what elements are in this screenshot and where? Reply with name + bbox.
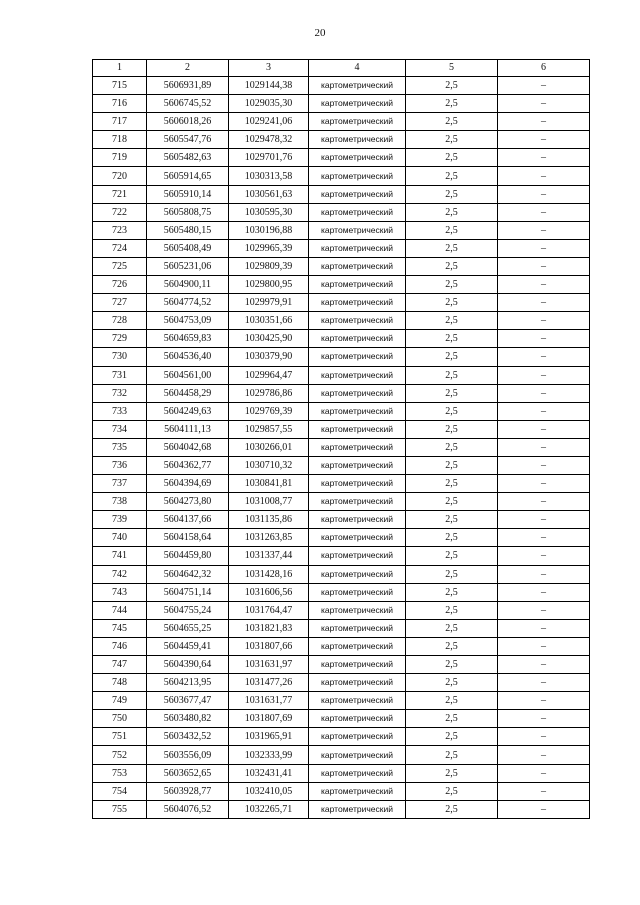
accuracy-cell: 2,5 bbox=[406, 77, 498, 95]
method-cell: картометрический bbox=[309, 113, 406, 131]
table-row bbox=[93, 257, 590, 275]
y-coordinate-cell: 1030425,90 bbox=[229, 330, 309, 348]
note-cell: – bbox=[498, 167, 590, 185]
y-coordinate-cell: 1029241,06 bbox=[229, 113, 309, 131]
note-cell: – bbox=[498, 782, 590, 800]
method-cell: картометрический bbox=[309, 782, 406, 800]
method-cell: картометрический bbox=[309, 185, 406, 203]
method-cell: картометрический bbox=[309, 475, 406, 493]
accuracy-cell: 2,5 bbox=[406, 456, 498, 474]
point-number-cell: 740 bbox=[93, 529, 147, 547]
note-cell: – bbox=[498, 728, 590, 746]
x-coordinate-cell: 5604655,25 bbox=[147, 619, 229, 637]
method-cell: картометрический bbox=[309, 637, 406, 655]
note-cell: – bbox=[498, 131, 590, 149]
y-coordinate-cell: 1031821,83 bbox=[229, 619, 309, 637]
y-coordinate-cell: 1029035,30 bbox=[229, 95, 309, 113]
y-coordinate-cell: 1030313,58 bbox=[229, 167, 309, 185]
x-coordinate-cell: 5604158,64 bbox=[147, 529, 229, 547]
y-coordinate-cell: 1029979,91 bbox=[229, 294, 309, 312]
method-cell: картометрический bbox=[309, 77, 406, 95]
method-cell: картометрический bbox=[309, 438, 406, 456]
accuracy-cell: 2,5 bbox=[406, 149, 498, 167]
table-row bbox=[93, 294, 590, 312]
note-cell: – bbox=[498, 257, 590, 275]
method-cell: картометрический bbox=[309, 366, 406, 384]
method-cell: картометрический bbox=[309, 800, 406, 818]
point-number-cell: 751 bbox=[93, 728, 147, 746]
method-cell: картометрический bbox=[309, 330, 406, 348]
accuracy-cell: 2,5 bbox=[406, 565, 498, 583]
x-coordinate-cell: 5604042,68 bbox=[147, 438, 229, 456]
accuracy-cell: 2,5 bbox=[406, 384, 498, 402]
table-row bbox=[93, 77, 590, 95]
note-cell: – bbox=[498, 312, 590, 330]
point-number-cell: 755 bbox=[93, 800, 147, 818]
accuracy-cell: 2,5 bbox=[406, 674, 498, 692]
table-body bbox=[93, 77, 590, 819]
y-coordinate-cell: 1029964,47 bbox=[229, 366, 309, 384]
accuracy-cell: 2,5 bbox=[406, 601, 498, 619]
method-cell: картометрический bbox=[309, 203, 406, 221]
method-cell: картометрический bbox=[309, 348, 406, 366]
method-cell: картометрический bbox=[309, 692, 406, 710]
method-cell: картометрический bbox=[309, 312, 406, 330]
table-row bbox=[93, 276, 590, 294]
point-number-cell: 739 bbox=[93, 511, 147, 529]
header-cell: 5 bbox=[406, 60, 498, 77]
x-coordinate-cell: 5604659,83 bbox=[147, 330, 229, 348]
note-cell: – bbox=[498, 221, 590, 239]
accuracy-cell: 2,5 bbox=[406, 167, 498, 185]
x-coordinate-cell: 5603432,52 bbox=[147, 728, 229, 746]
point-number-cell: 737 bbox=[93, 475, 147, 493]
table-row bbox=[93, 239, 590, 257]
note-cell: – bbox=[498, 583, 590, 601]
table-row bbox=[93, 764, 590, 782]
accuracy-cell: 2,5 bbox=[406, 185, 498, 203]
table-row bbox=[93, 113, 590, 131]
table-row bbox=[93, 728, 590, 746]
x-coordinate-cell: 5606745,52 bbox=[147, 95, 229, 113]
table-row bbox=[93, 782, 590, 800]
x-coordinate-cell: 5605914,65 bbox=[147, 167, 229, 185]
header-cell: 2 bbox=[147, 60, 229, 77]
y-coordinate-cell: 1031135,86 bbox=[229, 511, 309, 529]
y-coordinate-cell: 1030379,90 bbox=[229, 348, 309, 366]
y-coordinate-cell: 1030561,63 bbox=[229, 185, 309, 203]
method-cell: картометрический bbox=[309, 674, 406, 692]
table-row bbox=[93, 565, 590, 583]
y-coordinate-cell: 1031965,91 bbox=[229, 728, 309, 746]
point-number-cell: 717 bbox=[93, 113, 147, 131]
note-cell: – bbox=[498, 529, 590, 547]
accuracy-cell: 2,5 bbox=[406, 493, 498, 511]
accuracy-cell: 2,5 bbox=[406, 257, 498, 275]
table-row bbox=[93, 185, 590, 203]
note-cell: – bbox=[498, 710, 590, 728]
table-row bbox=[93, 402, 590, 420]
page-number: 20 bbox=[314, 27, 326, 39]
table-row bbox=[93, 312, 590, 330]
method-cell: картометрический bbox=[309, 384, 406, 402]
point-number-cell: 715 bbox=[93, 77, 147, 95]
x-coordinate-cell: 5604561,00 bbox=[147, 366, 229, 384]
accuracy-cell: 2,5 bbox=[406, 294, 498, 312]
table-row bbox=[93, 656, 590, 674]
note-cell: – bbox=[498, 348, 590, 366]
note-cell: – bbox=[498, 456, 590, 474]
table-row bbox=[93, 330, 590, 348]
y-coordinate-cell: 1030266,01 bbox=[229, 438, 309, 456]
y-coordinate-cell: 1031337,44 bbox=[229, 547, 309, 565]
x-coordinate-cell: 5604755,24 bbox=[147, 601, 229, 619]
table-row bbox=[93, 529, 590, 547]
accuracy-cell: 2,5 bbox=[406, 547, 498, 565]
table-row bbox=[93, 637, 590, 655]
x-coordinate-cell: 5606931,89 bbox=[147, 77, 229, 95]
table-row bbox=[93, 746, 590, 764]
point-number-cell: 727 bbox=[93, 294, 147, 312]
method-cell: картометрический bbox=[309, 131, 406, 149]
method-cell: картометрический bbox=[309, 764, 406, 782]
y-coordinate-cell: 1032333,99 bbox=[229, 746, 309, 764]
method-cell: картометрический bbox=[309, 95, 406, 113]
y-coordinate-cell: 1031764,47 bbox=[229, 601, 309, 619]
x-coordinate-cell: 5604900,11 bbox=[147, 276, 229, 294]
table-row bbox=[93, 456, 590, 474]
table-row bbox=[93, 384, 590, 402]
x-coordinate-cell: 5604751,14 bbox=[147, 583, 229, 601]
accuracy-cell: 2,5 bbox=[406, 221, 498, 239]
accuracy-cell: 2,5 bbox=[406, 692, 498, 710]
accuracy-cell: 2,5 bbox=[406, 330, 498, 348]
x-coordinate-cell: 5604536,40 bbox=[147, 348, 229, 366]
method-cell: картометрический bbox=[309, 294, 406, 312]
y-coordinate-cell: 1030595,30 bbox=[229, 203, 309, 221]
x-coordinate-cell: 5605547,76 bbox=[147, 131, 229, 149]
method-cell: картометрический bbox=[309, 239, 406, 257]
point-number-cell: 746 bbox=[93, 637, 147, 655]
accuracy-cell: 2,5 bbox=[406, 764, 498, 782]
note-cell: – bbox=[498, 674, 590, 692]
y-coordinate-cell: 1029965,39 bbox=[229, 239, 309, 257]
accuracy-cell: 2,5 bbox=[406, 619, 498, 637]
accuracy-cell: 2,5 bbox=[406, 475, 498, 493]
note-cell: – bbox=[498, 239, 590, 257]
y-coordinate-cell: 1031606,56 bbox=[229, 583, 309, 601]
note-cell: – bbox=[498, 511, 590, 529]
method-cell: картометрический bbox=[309, 565, 406, 583]
accuracy-cell: 2,5 bbox=[406, 746, 498, 764]
x-coordinate-cell: 5604459,41 bbox=[147, 637, 229, 655]
x-coordinate-cell: 5603677,47 bbox=[147, 692, 229, 710]
table-row bbox=[93, 800, 590, 818]
point-number-cell: 735 bbox=[93, 438, 147, 456]
y-coordinate-cell: 1029478,32 bbox=[229, 131, 309, 149]
note-cell: – bbox=[498, 800, 590, 818]
note-cell: – bbox=[498, 113, 590, 131]
method-cell: картометрический bbox=[309, 167, 406, 185]
y-coordinate-cell: 1031631,97 bbox=[229, 656, 309, 674]
point-number-cell: 749 bbox=[93, 692, 147, 710]
note-cell: – bbox=[498, 601, 590, 619]
x-coordinate-cell: 5604362,77 bbox=[147, 456, 229, 474]
accuracy-cell: 2,5 bbox=[406, 800, 498, 818]
table-row bbox=[93, 692, 590, 710]
note-cell: – bbox=[498, 294, 590, 312]
note-cell: – bbox=[498, 637, 590, 655]
x-coordinate-cell: 5603480,82 bbox=[147, 710, 229, 728]
point-number-cell: 738 bbox=[93, 493, 147, 511]
accuracy-cell: 2,5 bbox=[406, 348, 498, 366]
table-row bbox=[93, 475, 590, 493]
method-cell: картометрический bbox=[309, 656, 406, 674]
table-row bbox=[93, 547, 590, 565]
note-cell: – bbox=[498, 402, 590, 420]
note-cell: – bbox=[498, 692, 590, 710]
x-coordinate-cell: 5604111,13 bbox=[147, 420, 229, 438]
table-row bbox=[93, 348, 590, 366]
y-coordinate-cell: 1030710,32 bbox=[229, 456, 309, 474]
x-coordinate-cell: 5605808,75 bbox=[147, 203, 229, 221]
method-cell: картометрический bbox=[309, 276, 406, 294]
header-cell: 4 bbox=[309, 60, 406, 77]
table-row bbox=[93, 493, 590, 511]
table-row bbox=[93, 131, 590, 149]
y-coordinate-cell: 1029786,86 bbox=[229, 384, 309, 402]
point-number-cell: 748 bbox=[93, 674, 147, 692]
note-cell: – bbox=[498, 438, 590, 456]
point-number-cell: 747 bbox=[93, 656, 147, 674]
y-coordinate-cell: 1029769,39 bbox=[229, 402, 309, 420]
y-coordinate-cell: 1030196,88 bbox=[229, 221, 309, 239]
y-coordinate-cell: 1032265,71 bbox=[229, 800, 309, 818]
method-cell: картометрический bbox=[309, 619, 406, 637]
point-number-cell: 725 bbox=[93, 257, 147, 275]
header-cell: 3 bbox=[229, 60, 309, 77]
point-number-cell: 736 bbox=[93, 456, 147, 474]
table-row bbox=[93, 167, 590, 185]
x-coordinate-cell: 5604458,29 bbox=[147, 384, 229, 402]
note-cell: – bbox=[498, 276, 590, 294]
table-row bbox=[93, 203, 590, 221]
y-coordinate-cell: 1032410,05 bbox=[229, 782, 309, 800]
accuracy-cell: 2,5 bbox=[406, 95, 498, 113]
x-coordinate-cell: 5605231,06 bbox=[147, 257, 229, 275]
point-number-cell: 719 bbox=[93, 149, 147, 167]
x-coordinate-cell: 5604774,52 bbox=[147, 294, 229, 312]
x-coordinate-cell: 5604076,52 bbox=[147, 800, 229, 818]
method-cell: картометрический bbox=[309, 710, 406, 728]
point-number-cell: 724 bbox=[93, 239, 147, 257]
note-cell: – bbox=[498, 384, 590, 402]
table-row bbox=[93, 511, 590, 529]
point-number-cell: 721 bbox=[93, 185, 147, 203]
y-coordinate-cell: 1029857,55 bbox=[229, 420, 309, 438]
table-row bbox=[93, 619, 590, 637]
table-row bbox=[93, 601, 590, 619]
accuracy-cell: 2,5 bbox=[406, 203, 498, 221]
y-coordinate-cell: 1030841,81 bbox=[229, 475, 309, 493]
method-cell: картометрический bbox=[309, 456, 406, 474]
x-coordinate-cell: 5603928,77 bbox=[147, 782, 229, 800]
method-cell: картометрический bbox=[309, 402, 406, 420]
method-cell: картометрический bbox=[309, 601, 406, 619]
note-cell: – bbox=[498, 203, 590, 221]
note-cell: – bbox=[498, 330, 590, 348]
method-cell: картометрический bbox=[309, 257, 406, 275]
table-row bbox=[93, 583, 590, 601]
y-coordinate-cell: 1032431,41 bbox=[229, 764, 309, 782]
table-row bbox=[93, 366, 590, 384]
note-cell: – bbox=[498, 77, 590, 95]
accuracy-cell: 2,5 bbox=[406, 782, 498, 800]
y-coordinate-cell: 1031807,69 bbox=[229, 710, 309, 728]
coordinates-table bbox=[92, 59, 590, 819]
y-coordinate-cell: 1031008,77 bbox=[229, 493, 309, 511]
accuracy-cell: 2,5 bbox=[406, 656, 498, 674]
point-number-cell: 722 bbox=[93, 203, 147, 221]
method-cell: картометрический bbox=[309, 221, 406, 239]
point-number-cell: 733 bbox=[93, 402, 147, 420]
note-cell: – bbox=[498, 619, 590, 637]
point-number-cell: 743 bbox=[93, 583, 147, 601]
method-cell: картометрический bbox=[309, 529, 406, 547]
accuracy-cell: 2,5 bbox=[406, 402, 498, 420]
method-cell: картометрический bbox=[309, 583, 406, 601]
table-row bbox=[93, 674, 590, 692]
note-cell: – bbox=[498, 547, 590, 565]
accuracy-cell: 2,5 bbox=[406, 529, 498, 547]
x-coordinate-cell: 5604753,09 bbox=[147, 312, 229, 330]
header-cell: 6 bbox=[498, 60, 590, 77]
accuracy-cell: 2,5 bbox=[406, 637, 498, 655]
point-number-cell: 716 bbox=[93, 95, 147, 113]
table-row bbox=[93, 149, 590, 167]
y-coordinate-cell: 1031807,66 bbox=[229, 637, 309, 655]
note-cell: – bbox=[498, 565, 590, 583]
y-coordinate-cell: 1030351,66 bbox=[229, 312, 309, 330]
x-coordinate-cell: 5604273,80 bbox=[147, 493, 229, 511]
x-coordinate-cell: 5604642,32 bbox=[147, 565, 229, 583]
table-row bbox=[93, 221, 590, 239]
note-cell: – bbox=[498, 185, 590, 203]
note-cell: – bbox=[498, 746, 590, 764]
point-number-cell: 718 bbox=[93, 131, 147, 149]
point-number-cell: 720 bbox=[93, 167, 147, 185]
note-cell: – bbox=[498, 149, 590, 167]
x-coordinate-cell: 5605910,14 bbox=[147, 185, 229, 203]
note-cell: – bbox=[498, 420, 590, 438]
method-cell: картометрический bbox=[309, 420, 406, 438]
table-header bbox=[93, 60, 590, 77]
accuracy-cell: 2,5 bbox=[406, 113, 498, 131]
note-cell: – bbox=[498, 95, 590, 113]
table-row bbox=[93, 438, 590, 456]
x-coordinate-cell: 5604137,66 bbox=[147, 511, 229, 529]
point-number-cell: 752 bbox=[93, 746, 147, 764]
accuracy-cell: 2,5 bbox=[406, 276, 498, 294]
accuracy-cell: 2,5 bbox=[406, 131, 498, 149]
y-coordinate-cell: 1031428,16 bbox=[229, 565, 309, 583]
x-coordinate-cell: 5606018,26 bbox=[147, 113, 229, 131]
x-coordinate-cell: 5604213,95 bbox=[147, 674, 229, 692]
x-coordinate-cell: 5604249,63 bbox=[147, 402, 229, 420]
point-number-cell: 742 bbox=[93, 565, 147, 583]
point-number-cell: 729 bbox=[93, 330, 147, 348]
note-cell: – bbox=[498, 475, 590, 493]
header-cell: 1 bbox=[93, 60, 147, 77]
x-coordinate-cell: 5603556,09 bbox=[147, 746, 229, 764]
x-coordinate-cell: 5604459,80 bbox=[147, 547, 229, 565]
method-cell: картометрический bbox=[309, 511, 406, 529]
point-number-cell: 734 bbox=[93, 420, 147, 438]
note-cell: – bbox=[498, 366, 590, 384]
x-coordinate-cell: 5605480,15 bbox=[147, 221, 229, 239]
note-cell: – bbox=[498, 656, 590, 674]
point-number-cell: 723 bbox=[93, 221, 147, 239]
x-coordinate-cell: 5603652,65 bbox=[147, 764, 229, 782]
accuracy-cell: 2,5 bbox=[406, 511, 498, 529]
accuracy-cell: 2,5 bbox=[406, 366, 498, 384]
x-coordinate-cell: 5604394,69 bbox=[147, 475, 229, 493]
point-number-cell: 745 bbox=[93, 619, 147, 637]
method-cell: картометрический bbox=[309, 149, 406, 167]
y-coordinate-cell: 1029144,38 bbox=[229, 77, 309, 95]
table-row bbox=[93, 710, 590, 728]
point-number-cell: 732 bbox=[93, 384, 147, 402]
accuracy-cell: 2,5 bbox=[406, 583, 498, 601]
point-number-cell: 754 bbox=[93, 782, 147, 800]
point-number-cell: 741 bbox=[93, 547, 147, 565]
accuracy-cell: 2,5 bbox=[406, 710, 498, 728]
accuracy-cell: 2,5 bbox=[406, 728, 498, 746]
x-coordinate-cell: 5605482,63 bbox=[147, 149, 229, 167]
y-coordinate-cell: 1029809,39 bbox=[229, 257, 309, 275]
x-coordinate-cell: 5605408,49 bbox=[147, 239, 229, 257]
accuracy-cell: 2,5 bbox=[406, 312, 498, 330]
point-number-cell: 728 bbox=[93, 312, 147, 330]
y-coordinate-cell: 1031477,26 bbox=[229, 674, 309, 692]
y-coordinate-cell: 1031631,77 bbox=[229, 692, 309, 710]
point-number-cell: 730 bbox=[93, 348, 147, 366]
table-row bbox=[93, 95, 590, 113]
point-number-cell: 731 bbox=[93, 366, 147, 384]
method-cell: картометрический bbox=[309, 547, 406, 565]
note-cell: – bbox=[498, 493, 590, 511]
point-number-cell: 744 bbox=[93, 601, 147, 619]
method-cell: картометрический bbox=[309, 493, 406, 511]
y-coordinate-cell: 1031263,85 bbox=[229, 529, 309, 547]
x-coordinate-cell: 5604390,64 bbox=[147, 656, 229, 674]
accuracy-cell: 2,5 bbox=[406, 420, 498, 438]
note-cell: – bbox=[498, 764, 590, 782]
accuracy-cell: 2,5 bbox=[406, 239, 498, 257]
method-cell: картометрический bbox=[309, 728, 406, 746]
method-cell: картометрический bbox=[309, 746, 406, 764]
table-row bbox=[93, 420, 590, 438]
y-coordinate-cell: 1029701,76 bbox=[229, 149, 309, 167]
y-coordinate-cell: 1029800,95 bbox=[229, 276, 309, 294]
header-row bbox=[93, 60, 590, 77]
accuracy-cell: 2,5 bbox=[406, 438, 498, 456]
point-number-cell: 750 bbox=[93, 710, 147, 728]
point-number-cell: 753 bbox=[93, 764, 147, 782]
point-number-cell: 726 bbox=[93, 276, 147, 294]
